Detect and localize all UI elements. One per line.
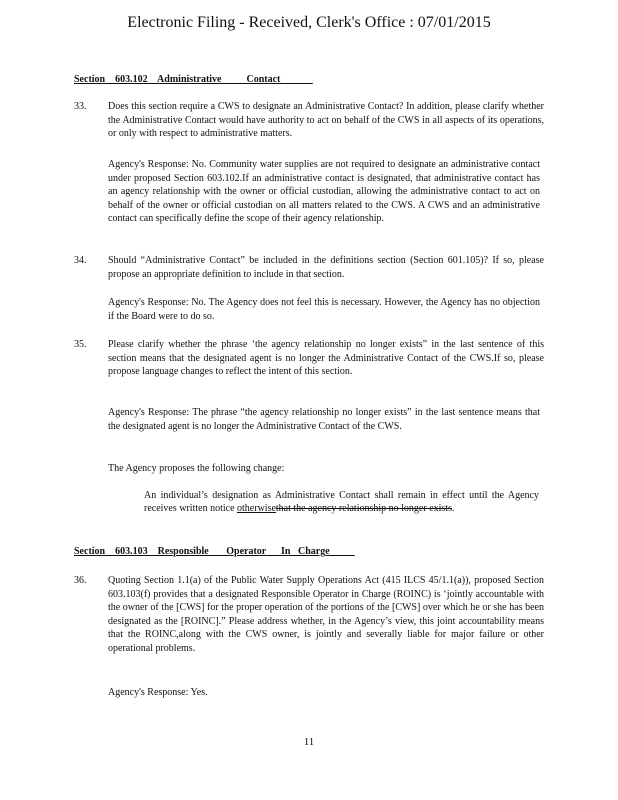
question-text: Please clarify whether the phrase ‘the agency relationship no longer exists” in the last sentence of this section means that the designated agent is no longer the Administrative Contact of the CWS.If so, please propose language changes to reflect the intent of this section. xyxy=(108,339,544,377)
question-36 xyxy=(74,574,544,655)
question-text: Quoting Section 1.1(a) of the Public Water Supply Operations Act (415 ILCS 45/1.1(a)), proposed Section 603.103(f) provides that a designated Responsible Operator in Charge (ROINC) is ‘jointly accountable with the owner of the [CWS] for the proper operation of the portions of the [CWS] over which he or she has been designated as the [ROINC].” Please address whether, in the Agency’s view, this joint accountability means that the ROINC,along with the CWS owner, is jointly and severally liable for major failure or other operational problems. xyxy=(108,575,544,654)
inserted-text: otherwise xyxy=(237,502,276,514)
question-number: 34. xyxy=(74,255,87,266)
question-text: Does this section require a CWS to designate an Administrative Contact? In addition, please clarify whether the Administrative Contact would have authority to act on behalf of the CWS in all aspects of its operations, or only with respect to administrative matters. xyxy=(108,101,544,139)
quote-text: An individual’s designation as Administrative Contact shall remain in effect until the Agency receives written notice xyxy=(144,490,539,514)
filing-stamp-header: Electronic Filing - Received, Clerk's Office : 07/01/2015 xyxy=(127,14,491,31)
question-text: Should “Administrative Contact” be included in the definitions section (Section 601.105)? If so, please propose an appropriate definition to include in that section. xyxy=(108,255,544,280)
question-number: 35. xyxy=(74,339,87,350)
question-35 xyxy=(74,338,544,379)
agency-proposal-intro: The Agency proposes the following change: xyxy=(108,463,285,474)
question-33 xyxy=(74,100,544,141)
section-heading-603-103: Section 603.103 Responsible Operator In Charge xyxy=(74,546,355,557)
agency-response-36: Agency's Response: Yes. xyxy=(108,687,208,698)
question-number: 33. xyxy=(74,101,87,112)
proposed-language-quote xyxy=(144,490,539,515)
agency-response-34: Agency's Response: No. The Agency does not feel this is necessary. However, the Agency has no objection if the Board were to do so. xyxy=(108,297,540,322)
question-34 xyxy=(74,254,544,281)
deleted-text: that the agency relationship no longer exists xyxy=(275,502,452,514)
section-heading-603-102: Section 603.102 Administrative Contact xyxy=(74,74,313,85)
question-number: 36. xyxy=(74,575,87,586)
page-number: 11 xyxy=(303,736,315,748)
agency-response-35: Agency's Response: The phrase “the agency relationship no longer exists” in the last sentence means that the designated agent is no longer the Administrative Contact of the CWS. xyxy=(108,407,540,432)
agency-response-33: Agency's Response: No. Community water supplies are not required to designate an administrative contact under proposed Section 603.102.If an administrative contact is designated, that administrative contact has an agency relationship with the owner or official custodian, allowing the administrative contact to act on behalf of the owner or official custodian on all matters related to the CWS. A CWS and an administrative contact can specifically define the scope of their agency relationship. xyxy=(108,159,540,224)
quote-end: . xyxy=(451,502,455,514)
